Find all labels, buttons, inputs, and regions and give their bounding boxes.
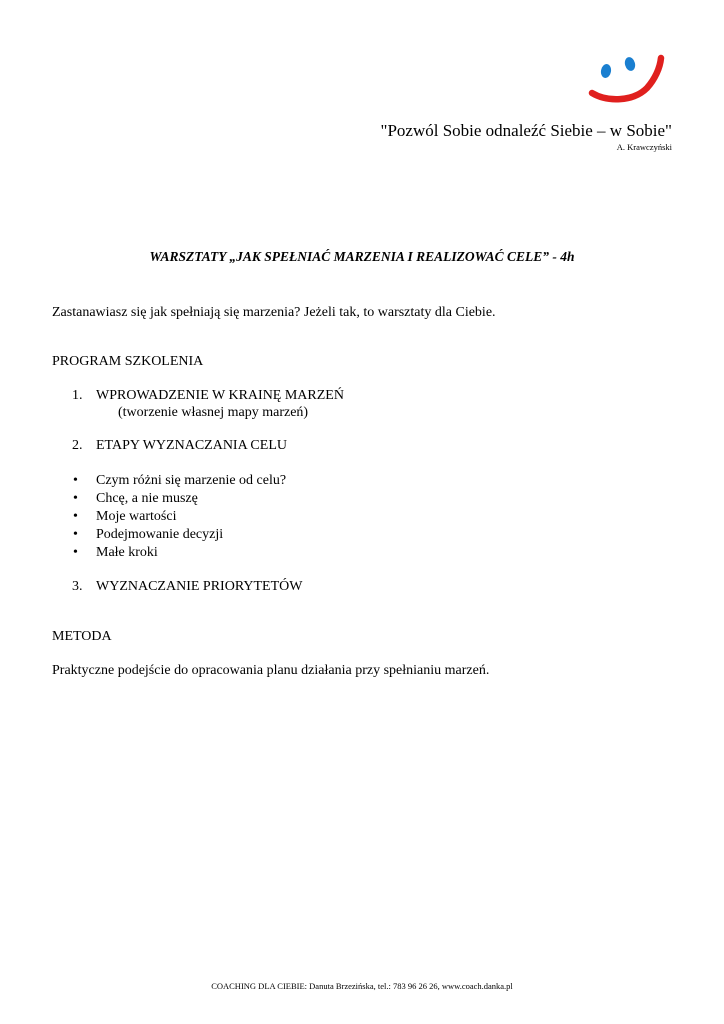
logo-left-eye <box>600 63 612 79</box>
item-1-note: (tworzenie własnej mapy marzeń) <box>118 405 309 420</box>
smiley-logo-icon <box>585 50 667 110</box>
item-2-text: ETAPY WYZNACZANIA CELU <box>96 438 287 453</box>
item-3-text: WYZNACZANIE PRIORYTETÓW <box>96 579 303 594</box>
method-text: Praktyczne podejście do opracowania planu działania przy spełnianiu marzeń. <box>52 663 490 678</box>
item-1-text: WPROWADZENIE W KRAINĘ MARZEŃ <box>96 388 344 403</box>
bullet-marker: • <box>73 491 78 506</box>
bullet-marker: • <box>73 473 78 488</box>
bullet-item: Moje wartości <box>96 509 177 524</box>
document-title: WARSZTATY „JAK SPEŁNIAĆ MARZENIA I REALIZOWAĆ CELE” - 4h <box>149 249 575 264</box>
bullet-item: Chcę, a nie muszę <box>96 491 198 506</box>
bullet-item: Małe kroki <box>96 545 158 560</box>
item-1-number: 1. <box>72 388 83 403</box>
motto-quote: "Pozwól Sobie odnaleźć Siebie – w Sobie" <box>380 121 672 140</box>
intro-paragraph: Zastanawiasz się jak spełniają się marzenia? Jeżeli tak, to warsztaty dla Ciebie. <box>52 305 496 320</box>
program-heading: PROGRAM SZKOLENIA <box>52 354 204 369</box>
bullet-marker: • <box>73 509 78 524</box>
bullet-marker: • <box>73 527 78 542</box>
page-footer: COACHING DLA CIEBIE: Danuta Brzezińska, tel.: 783 96 26 26, www.coach.danka.pl <box>211 981 513 991</box>
bullet-marker: • <box>73 545 78 560</box>
bullet-item: Czym różni się marzenie od celu? <box>96 473 287 488</box>
motto-author: A. Krawczyński <box>616 142 672 152</box>
item-2-number: 2. <box>72 438 83 453</box>
logo-right-eye <box>623 56 636 72</box>
bullet-item: Podejmowanie decyzji <box>96 527 224 542</box>
method-heading: METODA <box>52 629 112 644</box>
item-3-number: 3. <box>72 579 83 594</box>
